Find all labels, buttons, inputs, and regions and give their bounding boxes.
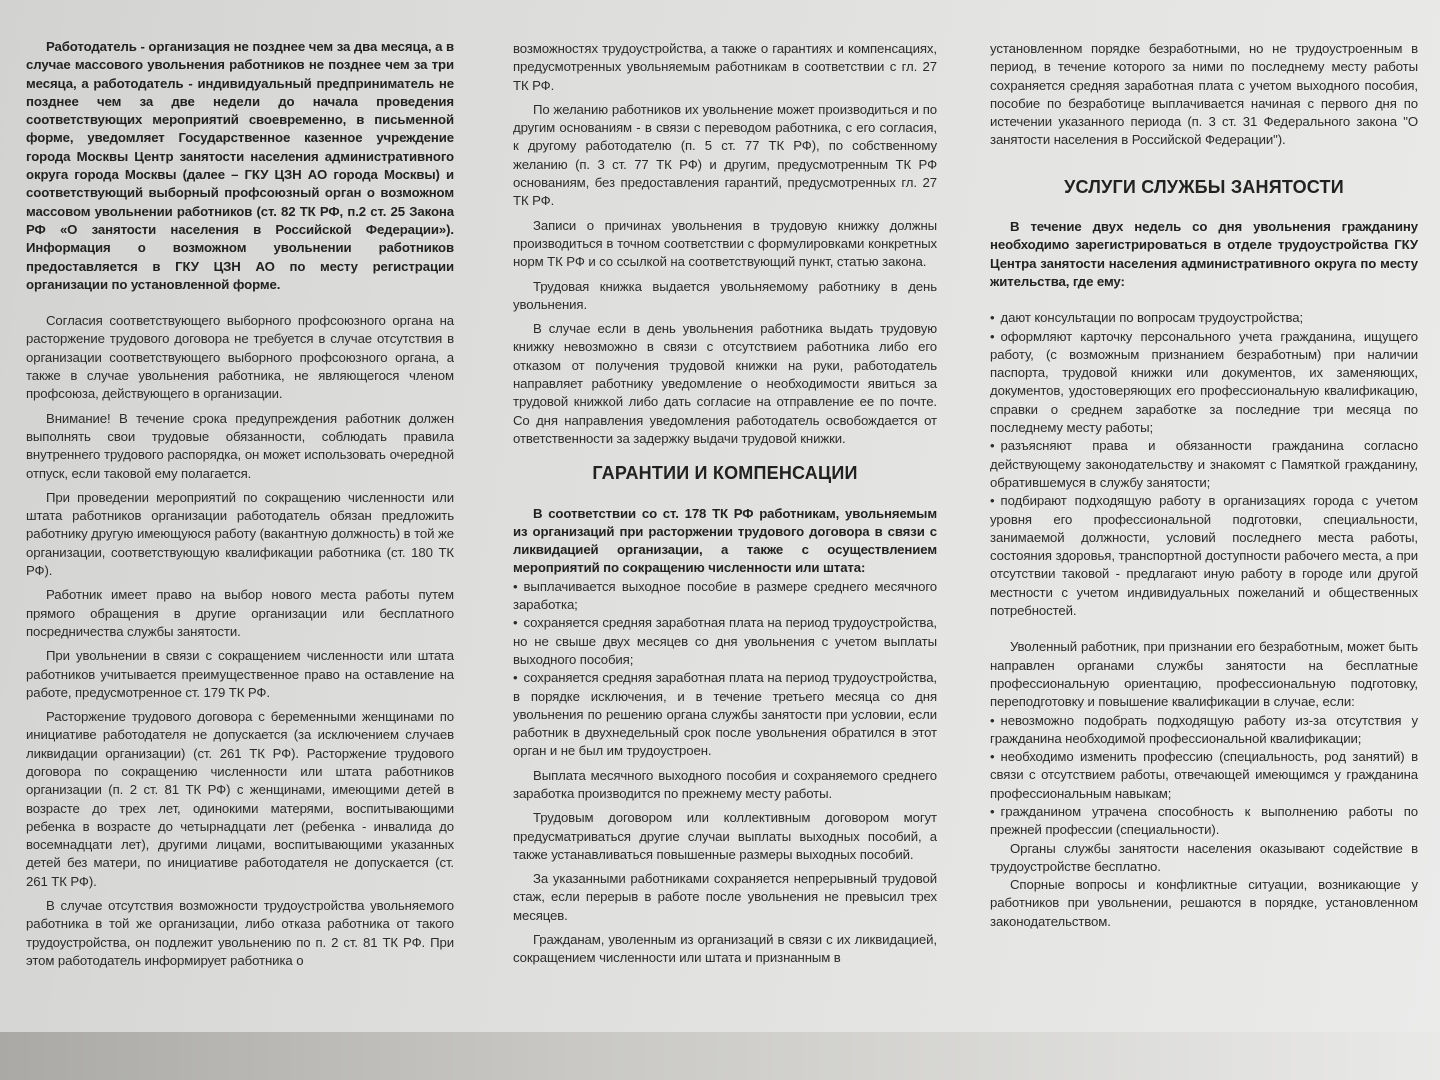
guarantee-item: • выплачивается выходное пособие в размере среднего месячного заработка; [513,578,937,615]
union-consent-paragraph: Согласия соответствующего выборного профсоюзного органа на расторжение трудового договора не требуется в случае отсутствия в организации соответствующего выборного профсоюзного органа, а также в случае увольнения работника, не являющегося членом профсоюза, действующего в организации. [26,313,454,402]
column-3 [990,40,1418,931]
service-item: • дают консультации по вопросам трудоустройства; [990,309,1418,327]
benefit-continuation-paragraph: установленном порядке безработными, но не трудоустроенным в период, в течение которого за ними по последнему месту работы сохраняется средняя заработная плата с учетом выходного пособия, пособие по безработице выплачивается начиная с первого дня по истечении указанного периода (п. 3 ст. 31 Федерального закона "О занятости населения в Российской Федерации"). [990,41,1418,148]
workbook-issue-paragraph: Трудовая книжка выдается увольняемому работнику в день увольнения. [513,278,937,312]
guarantee-item: • сохраняется средняя заработная плата на период трудоустройства, но не свыше двух месяцев со дня увольнения с учетом выплаты выходного пособия; [513,614,937,669]
service-item: • разъясняют права и обязанности гражданина согласно действующему законодательству и знакомят с Памяткой гражданину, обратившемуся в службу занятости; [990,437,1418,492]
guarantees-intro: В соответствии со ст. 178 ТК РФ работникам, увольняемым из организаций при расторжении трудового договора в связи с ликвидацией организации, а также с осуществлением мероприятий по сокращению численности или штата: [513,505,937,576]
table-surface [0,1032,1440,1080]
training-condition-item: • гражданином утрачена способность к выполнению работы по прежней профессии (специальности). [990,803,1418,840]
pregnant-women-paragraph: Расторжение трудового договора с беременными женщинами по инициативе работодателя не допускается (за исключением случаев ликвидации организации) (ст. 261 ТК РФ). Расторжение трудового договора по сокращению численности или штата работников организации (п. 2 ст. 81 ТК РФ) с женщинами, имеющими детей в возрасте до трех лет, одинокими матерями, воспитывающими ребенка в возрасте до четырнадцати лет (ребенка - инвалида до восемнадцати лет), другими лицами, воспитывающими указанных детей без матери, по инициативе работодателя не допускается (ст. 261 ТК РФ). [26,709,454,889]
free-assistance-paragraph: Органы службы занятости населения оказывают содействие в трудоустройстве бесплатно. [990,840,1418,874]
guarantees-heading: ГАРАНТИИ И КОМПЕНСАЦИИ [592,463,858,484]
workbook-notice-paragraph: В случае если в день увольнения работника выдать трудовую книжку невозможно в связи с отсутствием работника либо его отказом от получения трудовой книжки на руки, работодатель направляет работнику уведомление о необходимости явиться за трудовой книжкой либо дать согласие на отправление ее по почте. Со дня направления уведомления работодатель освобождается от ответственности за задержку выдачи трудовой книжки. [513,321,937,446]
no-placement-paragraph: В случае отсутствия возможности трудоустройства увольняемого работника в той же организации, либо отказа работника от такого трудоустройства, он подлежит увольнению по п. 2 ст. 81 ТК РФ. При этом работодатель информирует работника о [26,898,454,968]
employment-services-heading: УСЛУГИ СЛУЖБЫ ЗАНЯТОСТИ [1064,176,1344,197]
other-payments-paragraph: Трудовым договором или коллективным договором могут предусматриваться другие случаи выплаты выходных пособий, а также устанавливаться повышенные размеры выходных пособий. [513,810,937,862]
unemployed-citizens-paragraph: Гражданам, уволенным из организаций в связи с их ликвидацией, сокращением численности или штата и признанным в [513,932,937,966]
disputes-paragraph: Спорные вопросы и конфликтные ситуации, возникающие у работников при увольнении, решаются в порядке, установленном законодательством. [990,877,1418,929]
services-intro: В течение двух недель со дня увольнения гражданину необходимо зарегистрироваться в отделе трудоустройства ГКУ Центра занятости населения административного округа по месту жительства, где ему: [990,219,1418,289]
priority-right-paragraph: При увольнении в связи с сокращением численности или штата работников учитывается преимущественное право на оставление на работе, предусмотренное ст. 179 ТК РФ. [26,648,454,700]
continuous-service-paragraph: За указанными работниками сохраняется непрерывный трудовой стаж, если перерыв в работе после увольнения не превысил трех месяцев. [513,871,937,923]
continuation-paragraph: возможностях трудоустройства, а также о гарантиях и компенсациях, предусмотренных увольняемым работникам в соответствии с гл. 27 ТК РФ. [513,41,937,93]
training-condition-item: • невозможно подобрать подходящую работу из-за отсутствия у гражданина необходимой профессиональной квалификации; [990,712,1418,749]
job-choice-paragraph: Работник имеет право на выбор нового места работы путем прямого обращения в другие организации или бесплатного посредничества службы занятости. [26,587,454,639]
training-paragraph: Уволенный работник, при признании его безработным, может быть направлен органами службы занятости на бесплатные профессиональную ориентацию, профессиональную подготовку, переподготовку и повышение квалификации в случае, если: [990,639,1418,710]
vacancy-offer-paragraph: При проведении мероприятий по сокращению численности или штата работников организации работодатель обязан предложить работнику другую имеющуюся работу (вакантную должность) в той же организации, соответствующую квалификации работника (ст. 180 ТК РФ). [26,489,454,579]
employer-notice-paragraph: Работодатель - организация не позднее чем за два месяца, а в случае массового увольнения работников не позднее чем за три месяца, а работодатель - индивидуальный предприниматель не позднее чем за две недели до начала проведения соответствующих мероприятий своевременно, в письменной форме, уведомляет Государственное казенное учреждение города Москвы Центр занятости населения административного округа города Москвы (далее – ГКУ ЦЗН АО города Москвы) и соответствующий выборный профсоюзный орган о возможном массовом увольнении работников (ст. 82 ТК РФ, п.2 ст. 25 Закона РФ «О занятости населения в Российской Федерации»). Информация о возможном увольнении работников предоставляется в ГКУ ЦЗН АО по месту регистрации организации по установленной форме. [26,39,454,292]
service-item: • подбирают подходящую работу в организациях города с учетом уровня его профессиональной подготовки, специальности, занимаемой должности, условий последнего места работы, состояния здоровья, транспортной доступности рабочего места, а при отсутствии таковой - предлагают иную работу в городе или другой местности с учетом индивидуальных пожеланий и общественных потребностей. [990,492,1418,620]
service-item: • оформляют карточку персонального учета гражданина, ищущего работу, (с возможным признанием безработным) при наличии паспорта, трудовой книжки или документов, их заменяющих, документов, удостоверяющих его профессиональную квалификацию, справки о среднем заработке за последние три месяца по последнему месту работы; [990,328,1418,438]
training-condition-item: • необходимо изменить профессию (специальность, род занятий) в связи с отсутствием работы, отвечающей имеющимся у гражданина профессиональным навыкам; [990,748,1418,803]
other-grounds-paragraph: По желанию работников их увольнение может производиться и по другим основаниям - в связи с переводом работника, с его согласия, к другому работодателю (п. 5 ст. 77 ТК РФ), по собственному желанию (п. 3 ст. 77 ТК РФ) и другим, предусмотренным ТК РФ основаниям, без предоставления гарантий, предусмотренных гл. 27 ТК РФ. [513,101,937,209]
column-1 [26,38,454,970]
guarantee-item: • сохраняется средняя заработная плата на период трудоустройства, в порядке исключения, и в течение третьего месяца со дня увольнения по решению органа службы занятости при условии, если работник в двухнедельный срок после увольнения обратился в этот орган и не был им трудоустроен. [513,669,937,760]
records-paragraph: Записи о причинах увольнения в трудовую книжку должны производиться в точном соответствии с формулировками конкретных норм ТК РФ и со ссылкой на соответствующий пункт, статью закона. [513,217,937,270]
column-2 [513,40,937,968]
attention-paragraph: Внимание! В течение срока предупреждения работник должен выполнять свои трудовые обязанности, соблюдать правила внутреннего трудового распорядка, он может использовать очередной отпуск, если таковой ему полагается. [26,410,454,481]
payment-place-paragraph: Выплата месячного выходного пособия и сохраняемого среднего заработка производится по прежнему месту работы. [513,767,937,801]
